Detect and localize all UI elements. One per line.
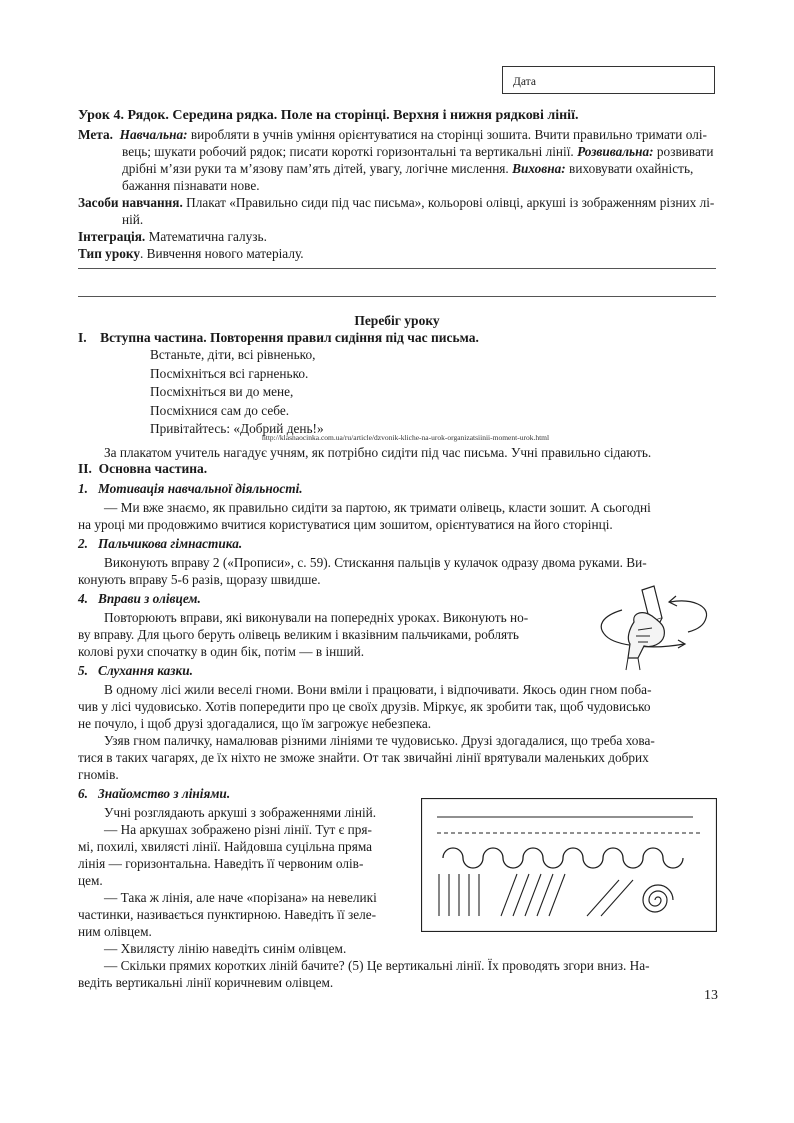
goal-label: Мета.	[78, 127, 113, 142]
date-label: Дата	[513, 76, 536, 88]
rule-line-2	[78, 296, 716, 297]
s4-line: ву вправу. Для цього беруть олівець великим і вказівним пальчиками, роблять	[78, 627, 519, 642]
s5-line: не почуло, і щоб друзі здогадалися, що їм загрожує небезпека.	[78, 716, 432, 731]
type-text: . Вивчення нового матеріалу.	[140, 246, 304, 261]
s6-line: — Хвилясту лінію наведіть синім олівцем.	[104, 941, 347, 956]
s6-line: мі, похилі, хвилясті лінії. Найдовша суцільна пряма	[78, 839, 373, 854]
s6-line: — На аркушах зображено різні лінії. Тут є пря-	[104, 822, 372, 837]
s2-line: конують вправу 5-6 разів, щоразу швидше.	[78, 572, 321, 587]
means-line-1	[78, 194, 714, 211]
subsection-2-title: 2. Пальчикова гімнастика.	[78, 536, 243, 551]
s6-line: лінія — горизонтальна. Наведіть її червоним олів-	[78, 856, 364, 871]
goal-line-1	[78, 126, 707, 143]
s1-line: — Ми вже знаємо, як правильно сидіти за партою, як тримати олівець, класти зошит. А сьогодні	[104, 500, 651, 515]
upbringing-label: Виховна:	[512, 161, 566, 176]
s5-line: тися в таких чагарях, де їх ніхто не зможе знайти. От так звичайні лінії врятували маленьких добрих	[78, 750, 649, 765]
poem-line: Встаньте, діти, всі рівненько,	[150, 347, 316, 362]
educational-text-2: вець; шукати робочий рядок; писати короткі горизонтальні та вертикальні лінії.	[122, 144, 574, 159]
developmental-text-b: дрібні м’язи руки та м’язову пам’ять дітей, увагу, логічне мислення.	[122, 161, 509, 176]
type-line	[78, 245, 304, 262]
rule-line-1	[78, 268, 716, 269]
upbringing-text-a: виховувати охайність,	[569, 161, 694, 176]
means-label: Засоби навчання.	[78, 195, 183, 210]
subsection-6-title: 6. Знайомство з лініями.	[78, 786, 231, 801]
developmental-text-a: розвивати	[656, 144, 714, 159]
section2-heading: II. Основна частина.	[78, 461, 208, 476]
course-title: Перебіг уроку	[354, 313, 440, 328]
s6-line: — Така ж лінія, але наче «порізана» на невеликі	[104, 890, 377, 905]
source-url: http://klasnaocinka.com.ua/ru/article/dzvonik-kliche-na-urok-organizatsiinii-moment-urok.html	[262, 433, 550, 442]
s6-line: цем.	[78, 873, 103, 888]
lines-worksheet	[421, 798, 717, 932]
goal-line-3	[122, 160, 693, 177]
s6-line: Учні розглядають аркуші з зображеннями ліній.	[104, 805, 377, 820]
integration-label: Інтеграція.	[78, 229, 146, 244]
s6-line: частинки, називається пунктирною. Наведіть її зеле-	[78, 907, 377, 922]
s6-line: ведіть вертикальні лінії коричневим олівцем.	[78, 975, 334, 990]
goal-line-2	[122, 143, 713, 160]
s2-line: Виконують вправу 2 («Прописи», с. 59). Стискання пальців у кулачок одразу двома руками. Ви-	[104, 555, 647, 570]
s4-line: колові рухи спочатку в один бік, потім — в інший.	[78, 644, 365, 659]
subsection-5-title: 5. Слухання казки.	[78, 663, 193, 678]
section1-heading: I. Вступна частина. Повторення правил сидіння під час письма.	[78, 330, 479, 345]
lesson-title: Урок 4. Рядок. Середина рядка. Поле на сторінці. Верхня і нижня рядкові лінії.	[78, 108, 579, 123]
integration-text: Математична галузь.	[148, 229, 267, 244]
s5-line: гномів.	[78, 767, 119, 782]
poem-line: Посміхніться всі гарненько.	[150, 365, 309, 381]
type-label: Тип уроку	[78, 246, 140, 261]
means-text-1: Плакат «Правильно сиди під час письма», кольорові олівці, аркуші із зображенням різних лі-	[186, 195, 715, 210]
educational-text-1: виробляти в учнів уміння орієнтуватися на сторінці зошита. Вчити правильно тримати олі-	[190, 127, 707, 142]
s5-line: Узяв гном паличку, намалював різними лініями те чудовисько. Друзі здогадалися, що треба хова-	[104, 733, 655, 748]
educational-label: Навчальна:	[119, 127, 188, 142]
s6-line: — Скільки прямих коротких ліній бачите? (5) Це вертикальні лінії. Їх проводять згори вниз. На-	[104, 958, 650, 973]
s4-line: Повторюють вправи, які виконували на попередніх уроках. Виконують но-	[104, 610, 529, 625]
s6-line: ним олівцем.	[78, 924, 152, 939]
date-box	[502, 66, 715, 94]
poem-line: Посміхніться ви до мене,	[150, 384, 294, 399]
subsection-4-title: 4. Вправи з олівцем.	[78, 591, 201, 606]
developmental-label: Розвивальна:	[577, 144, 654, 159]
means-text-2: ній.	[122, 212, 144, 227]
upbringing-text-b: бажання пізнавати нове.	[122, 178, 260, 193]
page-number: 13	[704, 988, 718, 1003]
s5-line: чив у лісі чудовисько. Хотів попередити про це своїх друзів. Міркує, як зробити так, щоб чудовисько	[78, 699, 651, 714]
poem-line: Посміхнися сам до себе.	[150, 402, 290, 418]
s1-line: на уроці ми продовжимо вчитися користуватися цим зошитом, орієнтуватися на його сторінці.	[78, 517, 613, 532]
hand-pencil-illustration	[592, 582, 717, 672]
s5-line: В одному лісі жили веселі гноми. Вони вміли і працювати, і відпочивати. Якось один гном поба-	[104, 682, 652, 697]
integration-line	[78, 228, 267, 245]
section1-after: За плакатом учитель нагадує учням, як потрібно сидіти під час письма. Учні правильно сідають.	[104, 445, 652, 460]
subsection-1-title: 1. Мотивація навчальної діяльності.	[78, 481, 303, 496]
poem	[150, 346, 324, 439]
poem-line: Привітайтесь: «Добрий день!»	[150, 421, 324, 436]
